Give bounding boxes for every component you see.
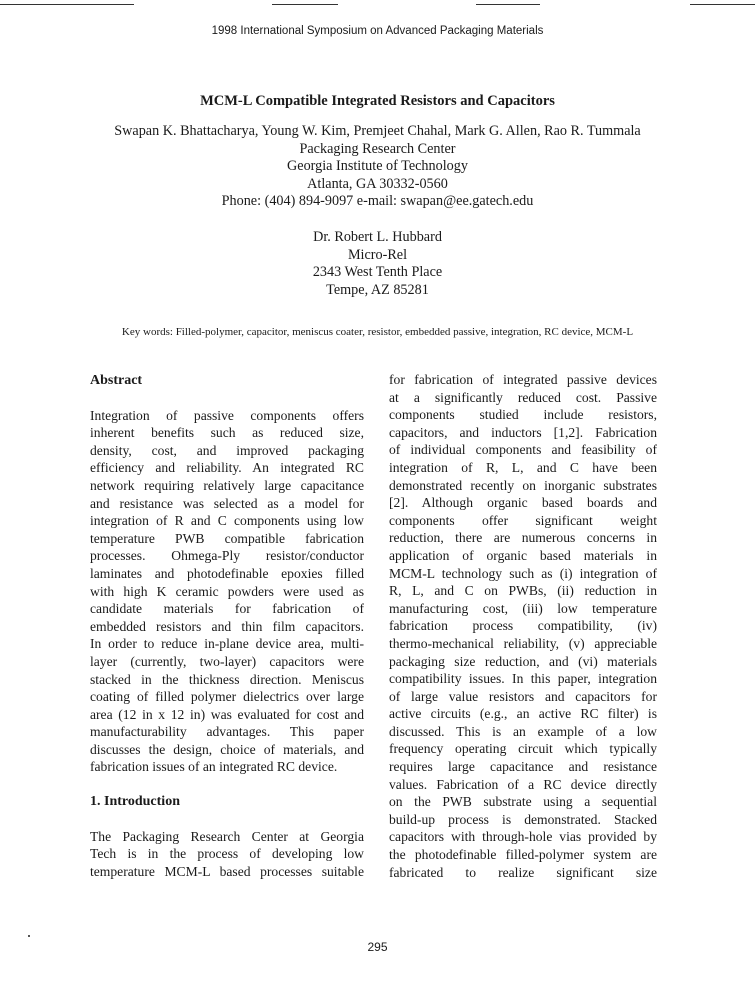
text-line: embedded resistors and thin film capacitors. xyxy=(90,618,364,634)
text-line: compatibility issues. In this paper, integration xyxy=(389,671,657,687)
affiliation-institute: Georgia Institute of Technology xyxy=(287,158,468,175)
text-line: application of organic based materials in xyxy=(389,547,657,563)
text-line: efficiency and reliability. An integrated RC xyxy=(90,460,364,476)
text-line: the photodefinable filled-polymer system are xyxy=(389,847,657,863)
text-line: integration of R and C components using low xyxy=(90,513,364,529)
abstract-text xyxy=(90,407,364,776)
text-line: temperature MCM-L based processes suitable xyxy=(90,863,364,879)
affiliation-center: Packaging Research Center xyxy=(299,140,456,157)
second-affiliation-block xyxy=(0,229,755,299)
text-line: frequency operating circuit which typically xyxy=(389,741,657,757)
affiliation-address: Atlanta, GA 30332-0560 xyxy=(307,175,448,192)
text-line: at a significantly reduced cost. Passive xyxy=(389,389,657,405)
left-column xyxy=(90,372,364,880)
text-line: thermo-mechanical reliability, (v) appreciable xyxy=(389,635,657,651)
text-line: area (12 in x 12 in) was evaluated for cost and xyxy=(90,706,364,722)
text-line: capacitors with through-hole vias provided by xyxy=(389,829,657,845)
text-line: discusses the design, choice of materials, and xyxy=(90,741,364,757)
paper-title: MCM-L Compatible Integrated Resistors and Capacitors xyxy=(200,93,555,109)
text-line: R, L, and C on PWBs, (ii) reduction in xyxy=(389,583,657,599)
text-line: In order to reduce in-plane device area, multi- xyxy=(90,636,364,652)
text-line: Integration of passive components offers xyxy=(90,407,364,423)
text-line: [2]. Although organic based boards and xyxy=(389,495,657,511)
text-line: fabrication process compatibility, (iv) xyxy=(389,618,657,634)
top-rule-mid xyxy=(272,4,338,5)
keywords: Key words: Filled-polymer, capacitor, meniscus coater, resistor, embedded passive, integration, RC device, MCM-L xyxy=(121,326,634,338)
top-rule-far-right xyxy=(690,4,755,5)
text-line: demonstrated recently on inorganic substrates xyxy=(389,477,657,493)
second-org: Micro-Rel xyxy=(347,246,408,263)
text-line: packaging size reduction, and (vi) materials xyxy=(389,653,657,669)
second-author: Dr. Robert L. Hubbard xyxy=(313,229,442,245)
top-rule-right xyxy=(476,4,540,5)
author-affiliation-block xyxy=(0,123,755,211)
text-line: values. Fabrication of a RC device directly xyxy=(389,776,657,792)
text-line: on the PWB substrate using a sequential xyxy=(389,794,657,810)
text-line: build-up process is demonstrated. Stacked xyxy=(389,811,657,827)
text-line: of individual components and feasibility of xyxy=(389,442,657,458)
text-line: components offer significant weight xyxy=(389,512,657,528)
text-line: candidate materials for fabrication of xyxy=(90,601,364,617)
text-line: processes. Ohmega-Ply resistor/conductor xyxy=(90,548,364,564)
text-line: layer (currently, two-layer) capacitors were xyxy=(90,653,364,669)
introduction-heading: 1. Introduction xyxy=(90,794,180,810)
text-line: reduction, there are numerous concerns in xyxy=(389,530,657,546)
text-line: fabrication issues of an integrated RC device. xyxy=(90,759,338,775)
contact-line: Phone: (404) 894-9097 e-mail: swapan@ee.gatech.edu xyxy=(221,193,534,210)
text-line: coating of filled polymer dielectrics over large xyxy=(90,689,364,705)
text-line: Tech is in the process of developing low xyxy=(90,846,364,862)
text-line: discussed. This is an example of a low xyxy=(389,723,657,739)
text-line: for fabrication of integrated passive devices xyxy=(389,372,657,387)
right-column xyxy=(389,371,657,881)
text-line: with high K ceramic powders were used as xyxy=(90,583,364,599)
text-line: manufacturing cost, (iii) low temperature xyxy=(389,600,657,616)
text-line: integration of R, L, and C have been xyxy=(389,459,657,475)
text-line: density, cost, and improved packaging xyxy=(90,442,364,458)
scan-speck xyxy=(28,935,30,937)
text-line: inherent benefits such as reduced size, xyxy=(90,425,364,441)
text-line: and resistance was selected as a model for xyxy=(90,495,364,511)
text-line: manufacturability advantages. This paper xyxy=(90,724,364,740)
page-number: 295 xyxy=(367,940,388,954)
text-line: active circuits (e.g., an active RC filter) is xyxy=(389,706,657,722)
text-line: requires large capacitance and resistance xyxy=(389,759,657,775)
text-line: network requiring relatively large capacitance xyxy=(90,477,364,493)
second-street: 2343 West Tenth Place xyxy=(312,264,443,281)
text-line: The Packaging Research Center at Georgia xyxy=(90,828,364,844)
right-column-text xyxy=(389,371,657,881)
text-line: fabricated to realize significant size xyxy=(389,864,657,880)
text-line: laminates and photodefinable epoxies filled xyxy=(90,565,364,581)
text-line: components studied include resistors, xyxy=(389,407,657,423)
top-rule-left xyxy=(0,4,134,5)
text-line: MCM-L technology such as (i) integration of xyxy=(389,565,657,581)
text-line: capacitors, and inductors [1,2]. Fabrication xyxy=(389,424,657,440)
conference-header: 1998 International Symposium on Advanced Packaging Materials xyxy=(211,25,544,37)
text-line: of large value resistors and capacitors for xyxy=(389,688,657,704)
introduction-text xyxy=(90,828,364,881)
authors: Swapan K. Bhattacharya, Young W. Kim, Premjeet Chahal, Mark G. Allen, Rao R. Tummala xyxy=(114,123,641,139)
text-line: stacked in the thickness direction. Meniscus xyxy=(90,671,364,687)
abstract-heading: Abstract xyxy=(90,373,143,388)
second-city: Tempe, AZ 85281 xyxy=(326,281,429,298)
text-line: temperature PWB compatible fabrication xyxy=(90,530,364,546)
